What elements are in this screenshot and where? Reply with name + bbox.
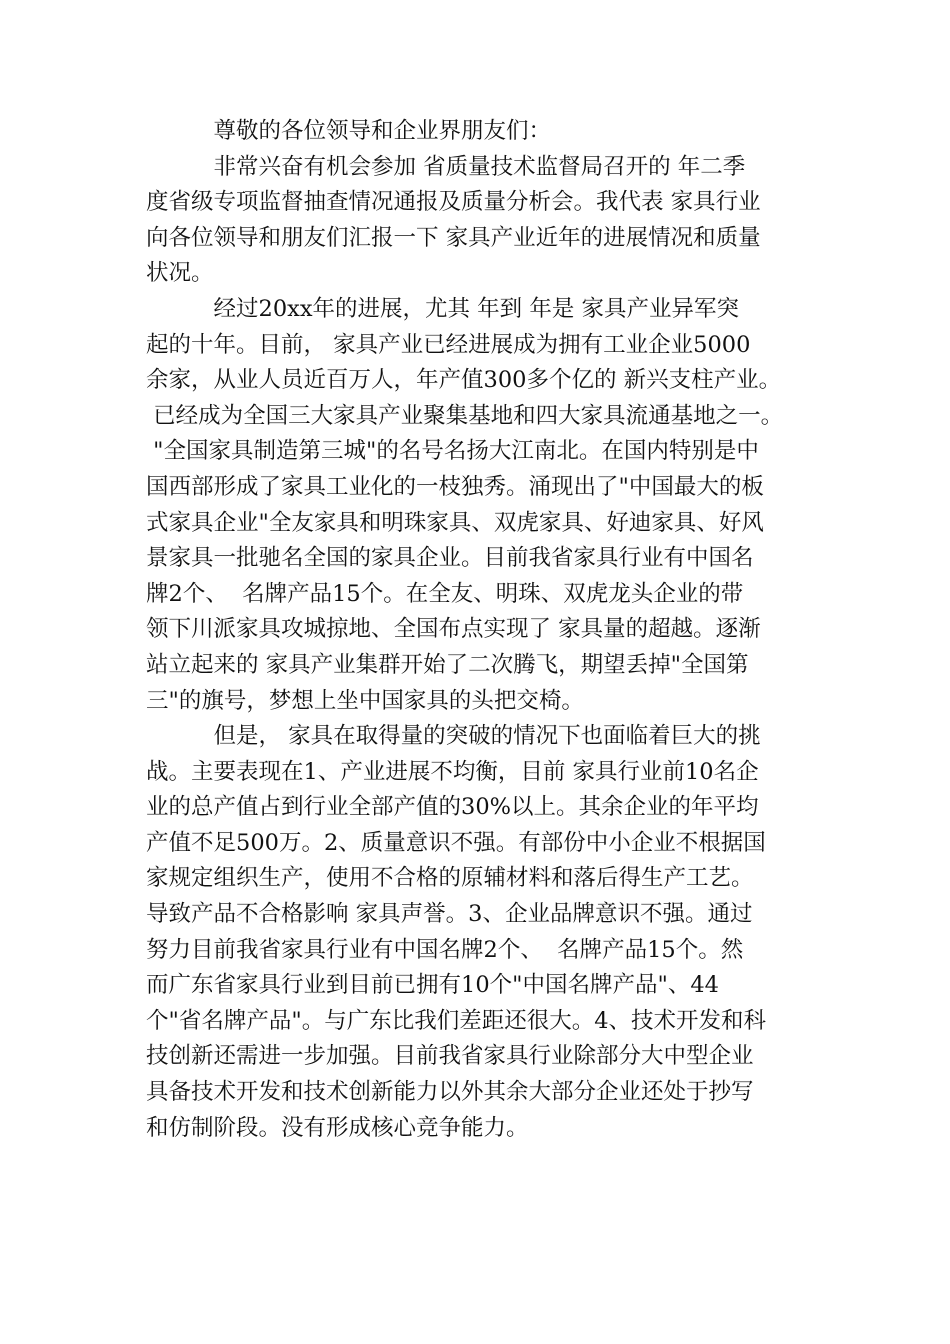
text-line: 余家，从业人员近百万人，年产值300多个亿的 新兴支柱产业。 [146, 367, 782, 394]
text-line: 已经成为全国三大家具产业聚集基地和四大家具流通基地之一。 [146, 402, 784, 429]
document-body [146, 114, 816, 1146]
text-line: 状况。 [146, 260, 214, 287]
text-line: 起的十年。目前， 家具产业已经进展成为拥有工业企业5000 [146, 331, 751, 358]
text-line: 经过20xx年的进展，尤其 年到 年是 家具产业异军突 [146, 295, 739, 322]
text-line: 尊敬的各位领导和企业界朋友们： [146, 118, 552, 144]
text-line: 式家具企业"全友家具和明珠家具、双虎家具、好迪家具、好风 [146, 509, 764, 536]
text-line: "全国家具制造第三城"的名号名扬大江南北。在国内特别是中 [146, 438, 759, 465]
text-line: 牌2个、 名牌产品15个。在全友、明珠、双虎龙头企业的带 [146, 580, 744, 607]
text-line: 景家具一批驰名全国的家具企业。目前我省家具行业有中国名 [146, 545, 754, 572]
text-line: 国西部形成了家具工业化的一枝独秀。涌现出了"中国最大的板 [146, 473, 764, 500]
text-line: 非常兴奋有机会参加 省质量技术监督局召开的 年二季 [146, 153, 746, 180]
text-line: 度省级专项监督抽查情况通报及质量分析会。我代表 家具行业 [146, 189, 761, 216]
text-line: 战。主要表现在1、产业进展不均衡，目前 家具行业前10名企 [146, 758, 759, 785]
text-line: 站立起来的 家具产业集群开始了二次腾飞，期望丢掉"全国第 [146, 651, 749, 678]
text-line: 和仿制阶段。没有形成核心竞争能力。 [146, 1114, 529, 1141]
text-line: 业的总产值占到行业全部产值的30%以上。其余企业的年平均 [146, 794, 759, 821]
text-line: 导致产品不合格影响 家具声誉。3、企业品牌意识不强。通过 [146, 901, 753, 928]
text-line: 技创新还需进一步加强。目前我省家具行业除部分大中型企业 [146, 1043, 754, 1070]
text-line: 但是， 家具在取得量的突破的情况下也面临着巨大的挑 [146, 723, 761, 750]
text-line: 个"省名牌产品"。与广东比我们差距还很大。4、技术开发和科 [146, 1007, 767, 1034]
text-line: 产值不足500万。2、质量意识不强。有部份中小企业不根据国 [146, 829, 766, 856]
text-line: 向各位领导和朋友们汇报一下 家具产业近年的进展情况和质量 [146, 224, 761, 251]
text-line: 具备技术开发和技术创新能力以外其余大部分企业还处于抄写 [146, 1079, 754, 1106]
text-line: 三"的旗号，梦想上坐中国家具的头把交椅。 [146, 687, 584, 714]
text-line: 领下川派家具攻城掠地、全国布点实现了 家具量的超越。逐渐 [146, 616, 761, 643]
text-line: 努力目前我省家具行业有中国名牌2个、 名牌产品15个。然 [146, 936, 744, 963]
text-line: 而广东省家具行业到目前已拥有10个"中国名牌产品"、44 [146, 972, 719, 999]
text-line: 家规定组织生产，使用不合格的原辅材料和落后得生产工艺。 [146, 865, 754, 892]
